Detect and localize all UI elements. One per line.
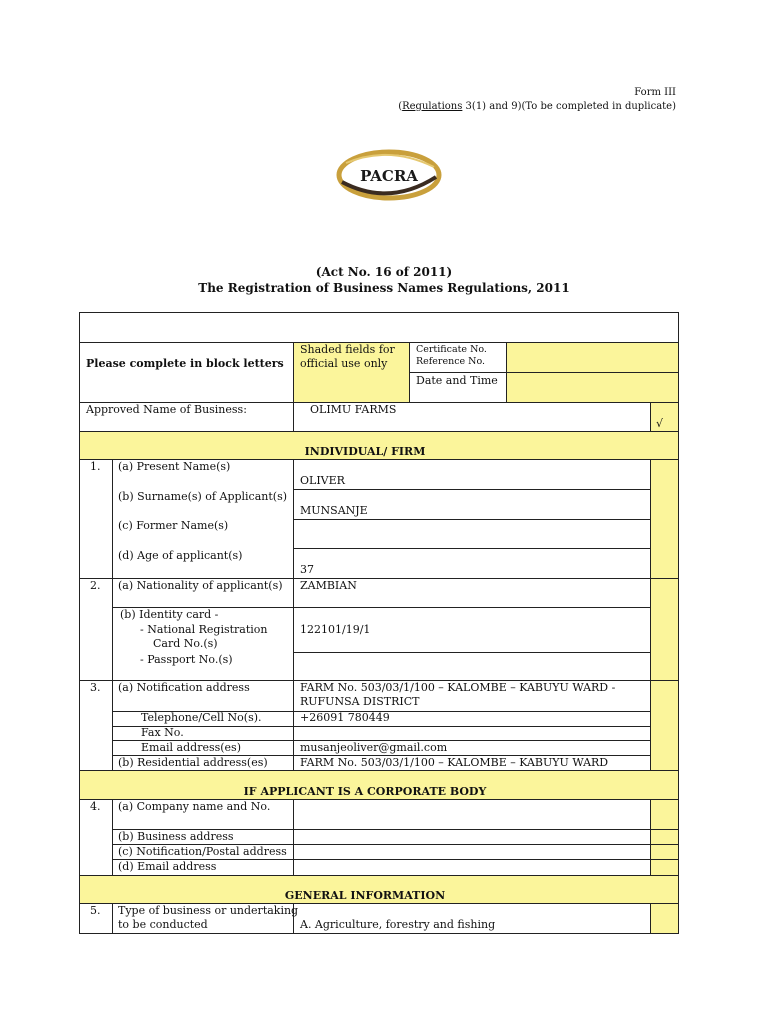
regulations-title: The Registration of Business Names Regulations, 2011: [198, 281, 570, 295]
company-name-field[interactable]: [294, 800, 650, 829]
former-name-label: (c) Former Name(s): [118, 519, 229, 532]
passport-label: - Passport No.(s): [140, 653, 233, 666]
section-corporate-body: IF APPLICANT IS A CORPORATE BODY: [243, 785, 487, 798]
approved-name-value[interactable]: OLIMU FARMS: [310, 403, 397, 416]
shaded-fields-note-2: official use only: [300, 357, 388, 370]
reference-no-label: Reference No.: [416, 356, 486, 367]
identity-card-label: (b) Identity card -: [120, 608, 219, 621]
regulations-prefix: (: [398, 101, 403, 112]
email-field[interactable]: musanjeoliver@gmail.com: [300, 741, 448, 754]
block-letters-instruction: Please complete in block letters: [86, 357, 284, 370]
item-1-number: 1.: [90, 460, 101, 473]
present-name-label: (a) Present Name(s): [118, 460, 231, 473]
postal-address-label: (c) Notification/Postal address: [118, 845, 287, 858]
surname-field[interactable]: MUNSANJE: [300, 504, 368, 517]
notification-address-label: (a) Notification address: [118, 681, 250, 694]
pacra-logo: [336, 149, 442, 201]
regulations-word: Regulations: [402, 101, 463, 112]
age-label: (d) Age of applicant(s): [118, 549, 243, 562]
logo-text: PACRA: [360, 167, 418, 185]
business-type-label: Type of business or undertaking: [118, 904, 299, 917]
approved-name-label: Approved Name of Business:: [86, 403, 247, 416]
business-type-label-2: to be conducted: [118, 918, 208, 931]
section-general-information: GENERAL INFORMATION: [284, 889, 446, 902]
notification-address-field[interactable]: FARM No. 503/03/1/100 – KALOMBE – KABUYU WARD -: [300, 681, 616, 694]
item-3-number: 3.: [90, 681, 101, 694]
notification-address-field-2[interactable]: RUFUNSA DISTRICT: [300, 695, 420, 708]
official-column-shade: [650, 403, 678, 933]
section-individual-firm: INDIVIDUAL/ FIRM: [304, 445, 426, 458]
form-number: Form III: [634, 87, 676, 98]
certificate-shade: [506, 343, 678, 403]
age-field[interactable]: 37: [300, 563, 314, 576]
shaded-fields-note: Shaded fields for: [300, 343, 395, 356]
item-4-number: 4.: [90, 800, 101, 813]
nrc-label-2: Card No.(s): [153, 637, 218, 650]
residential-address-label: (b) Residential address(es): [118, 756, 268, 769]
date-time-label: Date and Time: [416, 374, 498, 387]
certificate-no-label: Certificate No.: [416, 344, 487, 355]
item-5-number: 5.: [90, 904, 101, 917]
regulations-note: [398, 100, 676, 114]
nrc-label: - National Registration: [140, 623, 268, 636]
telephone-label: Telephone/Cell No(s).: [141, 711, 262, 724]
regulations-rest: 3(1) and 9)(To be completed in duplicate): [462, 101, 676, 112]
business-address-field[interactable]: [294, 830, 650, 844]
fax-label: Fax No.: [141, 726, 184, 739]
present-name-field[interactable]: OLIVER: [300, 474, 345, 487]
postal-address-field[interactable]: [294, 845, 650, 859]
nrc-field[interactable]: 122101/19/1: [300, 623, 371, 636]
surname-label: (b) Surname(s) of Applicant(s): [118, 490, 288, 503]
corporate-email-field[interactable]: [294, 860, 650, 875]
company-name-label: (a) Company name and No.: [118, 800, 271, 813]
nationality-label: (a) Nationality of applicant(s): [118, 579, 283, 592]
residential-address-field[interactable]: FARM No. 503/03/1/100 – KALOMBE – KABUYU WARD: [300, 756, 609, 769]
corporate-email-label: (d) Email address: [118, 860, 217, 873]
act-title: (Act No. 16 of 2011): [315, 265, 453, 279]
business-address-label: (b) Business address: [118, 830, 234, 843]
business-type-field[interactable]: A. Agriculture, forestry and fishing: [300, 918, 496, 931]
item-2-number: 2.: [90, 579, 101, 592]
email-label: Email address(es): [141, 741, 241, 754]
check-mark: √: [656, 417, 664, 430]
nationality-field[interactable]: ZAMBIAN: [300, 579, 357, 592]
telephone-field[interactable]: +26091 780449: [300, 711, 390, 724]
